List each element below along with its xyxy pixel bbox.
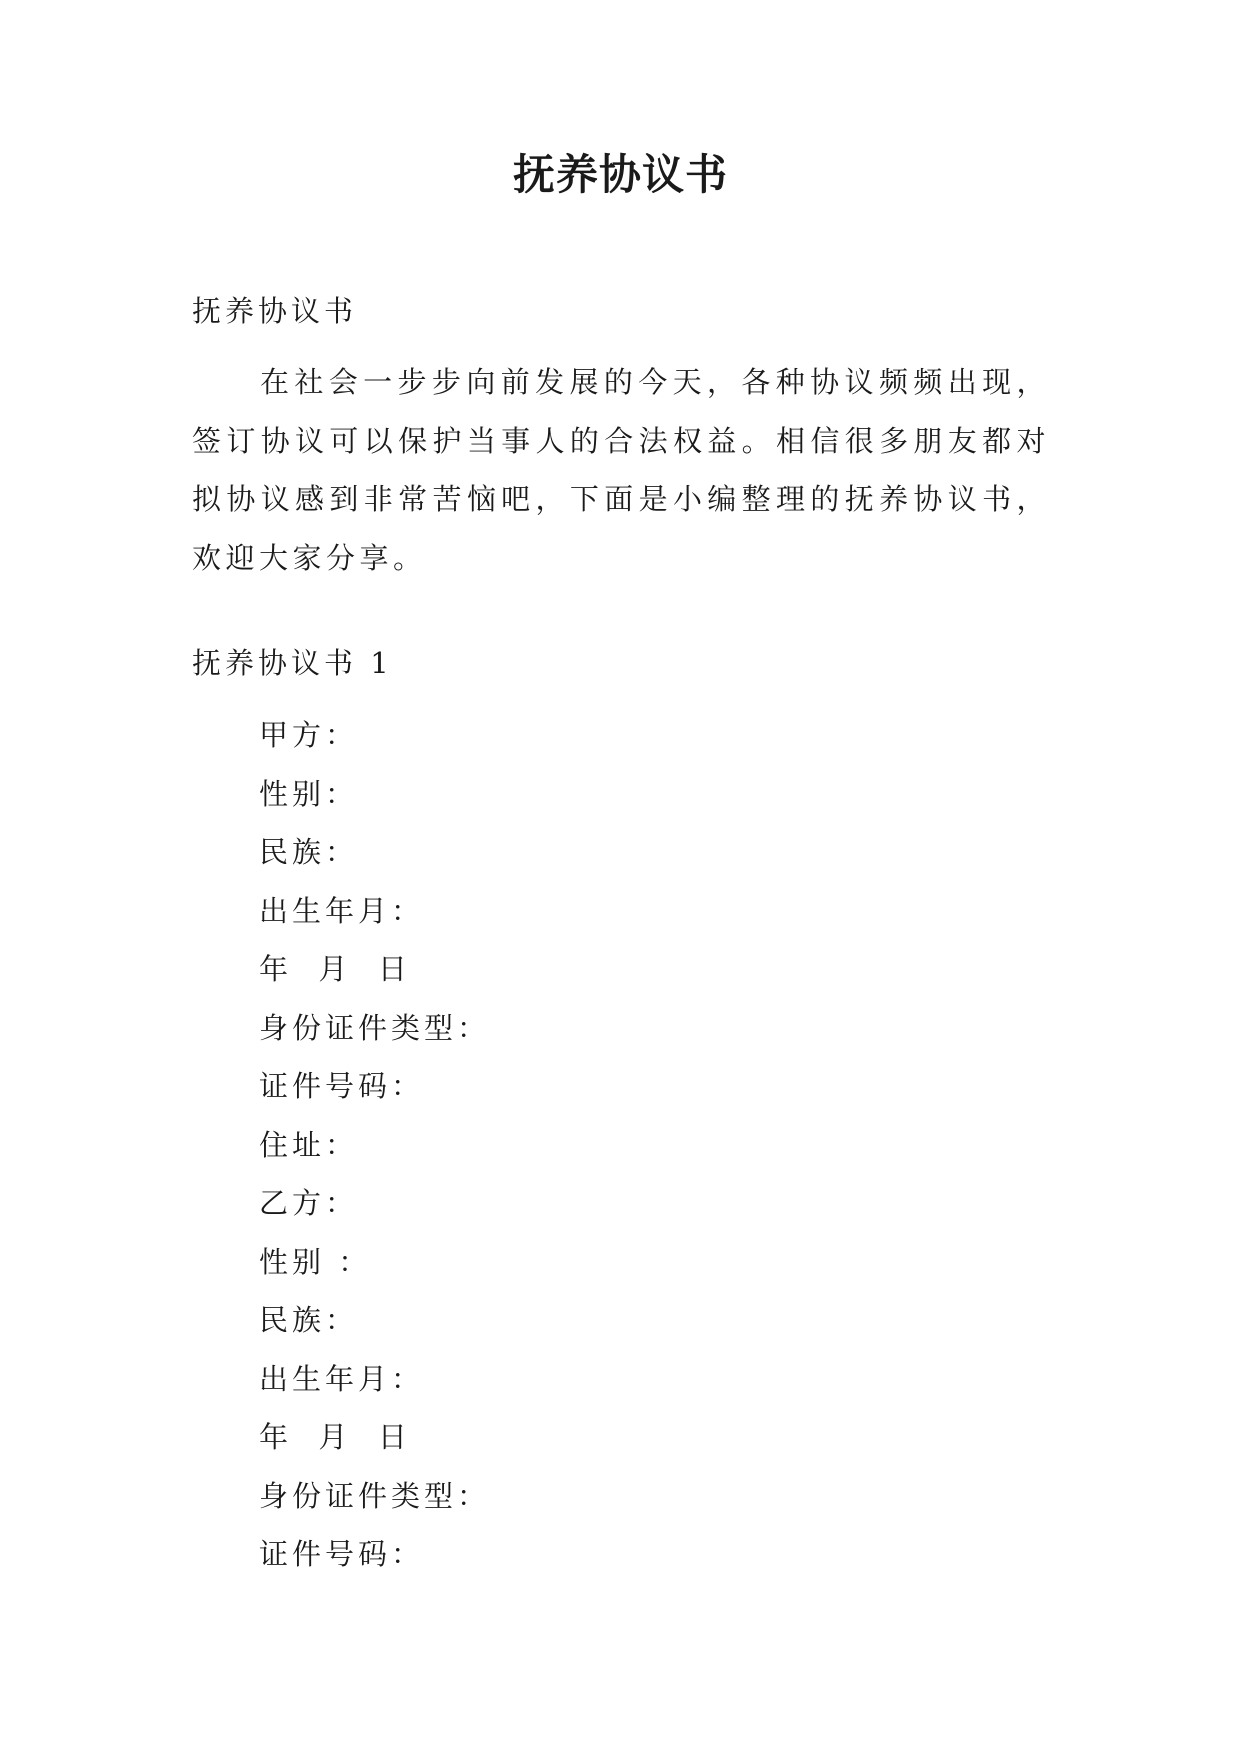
field-date-placeholder-b: 年 月 日: [259, 1420, 411, 1454]
field-gender-b: 性别 ：: [259, 1244, 372, 1279]
field-id-type-a: 身份证件类型：: [259, 1010, 491, 1045]
field-id-number-b: 证件号码：: [259, 1537, 425, 1571]
field-birth-date-b: 出生年月：: [259, 1361, 425, 1396]
document-subtitle: 抚养协议书: [192, 294, 358, 328]
field-date-placeholder-a: 年 月 日: [259, 952, 411, 986]
field-list: [259, 706, 490, 1584]
field-party-a: 甲方：: [259, 718, 359, 752]
field-id-type-b: 身份证件类型：: [259, 1478, 491, 1513]
field-birth-date-a: 出生年月：: [259, 893, 425, 928]
field-address-a: 住址：: [259, 1127, 359, 1162]
section-heading: 抚养协议书 1: [192, 646, 393, 680]
field-gender-a: 性别：: [259, 776, 359, 811]
field-party-b: 乙方：: [259, 1186, 359, 1220]
intro-paragraph: 在社会一步步向前发展的今天，各种协议频频出现，签订协议可以保护当事人的合法权益。相信很多朋友都对拟协议感到非常苦恼吧，下面是小编整理的抚养协议书，欢迎大家分享。: [192, 365, 1050, 575]
field-id-number-a: 证件号码：: [259, 1069, 425, 1103]
field-ethnicity-a: 民族：: [259, 835, 359, 869]
field-ethnicity-b: 民族：: [259, 1303, 359, 1337]
document-title: 抚养协议书: [512, 150, 728, 199]
